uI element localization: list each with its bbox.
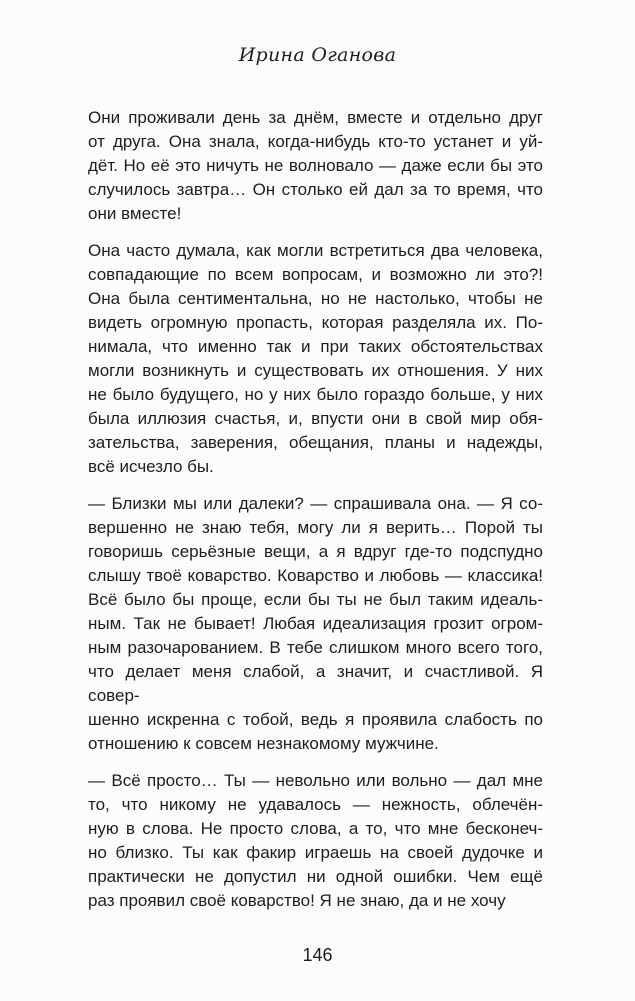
- text-line: видеть огромную пропасть, которая разделяла их. По-: [88, 313, 543, 332]
- text-line: они вместе!: [88, 204, 182, 223]
- text-line: шенно искренна с тобой, ведь я проявила слабость по: [88, 710, 543, 729]
- text-line: случилось завтра… Он столько ей дал за то время, что: [88, 180, 543, 199]
- text-line: отношению к совсем незнакомому мужчине.: [88, 734, 439, 753]
- paragraph-3-dialogue: [88, 492, 543, 756]
- text-line: ным. Так не бывает! Любая идеализация грозит огром-: [88, 614, 543, 633]
- text-line: ную в слова. Не просто слова, а то, что мне бесконеч-: [88, 819, 543, 838]
- text-line: от друга. Она знала, когда-нибудь кто-то устанет и уй-: [88, 132, 543, 151]
- text-line: зательства, заверения, обещания, планы и надежды,: [88, 433, 543, 452]
- paragraph-1: [88, 106, 543, 226]
- text-line: что делает меня слабой, а значит, и счастливой. Я совер-: [88, 662, 543, 705]
- text-line: была иллюзия счастья, и, впусти они в свой мир обя-: [88, 409, 543, 428]
- paragraph-2: [88, 239, 543, 479]
- paragraph-4-dialogue: [88, 769, 543, 913]
- text-line: дёт. Но её это ничуть не волновало — даже если бы это: [88, 156, 543, 175]
- text-line: говоришь серьёзные вещи, а я вдруг где-то подспудно: [88, 542, 543, 561]
- body-text: [88, 106, 543, 913]
- text-line: нимала, что именно так и при таких обстоятельствах: [88, 337, 543, 356]
- text-line: практически не допустил ни одной ошибки. Чем ещё: [88, 867, 543, 886]
- text-line: всё исчезло бы.: [88, 457, 214, 476]
- text-line: Она была сентиментальна, но не настолько, чтобы не: [88, 289, 543, 308]
- text-line: то, что никому не удавалось — нежность, облечён-: [88, 795, 543, 814]
- text-line: не было будущего, но у них было гораздо больше, у них: [88, 385, 543, 404]
- page-number: 146: [302, 945, 333, 965]
- text-line: Всё было бы проще, если бы ты не был таким идеаль-: [88, 590, 543, 609]
- text-line: вершенно не знаю тебя, могу ли я верить… Порой ты: [88, 518, 543, 537]
- text-line: Они проживали день за днём, вместе и отдельно друг: [88, 108, 543, 127]
- text-line: могли возникнуть и существовать их отношения. У них: [88, 361, 543, 380]
- text-line: слышу твоё коварство. Коварство и любовь — классика!: [88, 566, 543, 585]
- text-line: — Всё просто… Ты — невольно или вольно — дал мне: [88, 771, 543, 790]
- text-line: совпадающие по всем вопросам, и возможно ли это?!: [88, 265, 543, 284]
- text-line: Она часто думала, как могли встретиться два человека,: [88, 241, 543, 260]
- text-line: ным разочарованием. В тебе слишком много всего того,: [88, 638, 543, 657]
- text-line: — Близки мы или далеки? — спрашивала она. — Я со-: [88, 494, 543, 513]
- text-line: раз проявил своё коварство! Я не знаю, да и не хочу: [88, 891, 506, 910]
- running-header-author: Ирина Оганова: [238, 44, 397, 66]
- text-line: но близко. Ты как факир играешь на своей дудочке и: [88, 843, 543, 862]
